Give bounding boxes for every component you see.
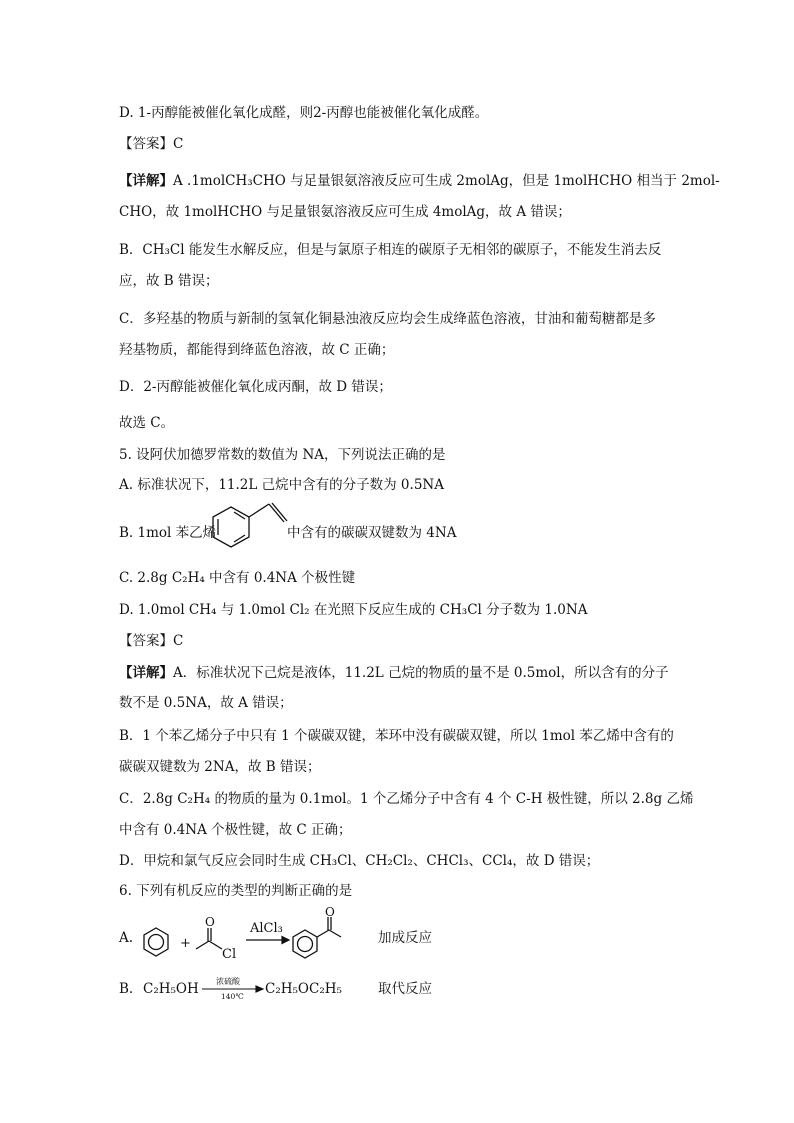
- q5-answer: [119, 632, 183, 650]
- q5-option-d: D. 1.0mol CH₄ 与 1.0mol Cl₂ 在光照下反应生成的 CH₃Cl 分子数为 1.0NA: [119, 602, 588, 618]
- q6-option-b-product: C₂H₅OC₂H₅: [265, 981, 342, 997]
- answer-bracket: 【答案】: [119, 633, 173, 649]
- q4-detail-b-line1: B．CH₃Cl 能发生水解反应，但是与氯原子相连的碳原子无相邻的碳原子，不能发生消去反: [119, 242, 662, 258]
- q6-option-a-type: 加成反应: [378, 930, 432, 946]
- oxygen-label: O: [205, 915, 215, 929]
- q5-option-b-prefix: B. 1mol 苯乙烯: [119, 525, 217, 541]
- q5-detail-a-line1: 【详解】A．标准状况下己烷是液体，11.2L 己烷的物质的量不是 0.5mol，所以含有的分子: [119, 665, 669, 681]
- q4-detail-b-line2: 应，故 B 错误；: [119, 273, 219, 289]
- vinyl-group: [249, 503, 287, 522]
- q5-detail-a-line2: 数不是 0.5NA，故 A 错误；: [119, 695, 293, 711]
- answer-value: C: [173, 633, 184, 649]
- q6-option-b-label: B.: [119, 981, 134, 997]
- answer-bracket: 【答案】: [119, 136, 173, 152]
- q6-option-a-label: A.: [119, 930, 134, 946]
- plus-sign: +: [180, 936, 191, 951]
- q4-option-d: D. 1-丙醇能被催化氧化成醛，则2-丙醇也能被催化氧化成醛。: [119, 105, 489, 121]
- answer-value: C: [173, 136, 184, 152]
- styrene-structure: [212, 500, 288, 558]
- q6-option-b-arrow: [200, 974, 266, 1004]
- detail-label: 【详解】: [119, 665, 173, 681]
- q6-option-b-type: 取代反应: [378, 981, 432, 997]
- styrene-ring: [213, 507, 249, 547]
- q5-detail-b-line1: B．1 个苯乙烯分子中只有 1 个碳碳双键，苯环中没有碳碳双键，所以 1mol 苯乙烯中含有的: [119, 728, 674, 744]
- product-oxygen-label: O: [325, 906, 335, 919]
- benzene-reactant: [144, 928, 168, 956]
- q6-option-a-scheme: [138, 906, 378, 972]
- q5-option-a: A. 标准状况下，11.2L 己烷中含有的分子数为 0.5NA: [119, 477, 444, 493]
- q4-detail-d: D．2-丙醇能被催化氧化成丙酮，故 D 错误；: [119, 379, 392, 395]
- condition-bottom: 140℃: [221, 992, 244, 1001]
- acetophenone-product: [293, 917, 341, 958]
- q5-detail-b-line2: 碳碳双键数为 2NA，故 B 错误；: [119, 759, 321, 775]
- condition-top: 浓硫酸: [216, 977, 240, 986]
- detail-label: 【详解】: [119, 173, 173, 189]
- q5-option-b-suffix: 中含有的碳碳双键数为 4NA: [287, 525, 457, 541]
- q4-detail-a-line1: 【详解】A .1molCH₃CHO 与足量银氨溶液反应可生成 2molAg，但是 1molHCHO 相当于 2mol-: [119, 173, 720, 189]
- q4-conclusion: 故选 C。: [119, 415, 175, 431]
- q6-option-b-reactant: C₂H₅OH: [143, 981, 199, 997]
- q4-detail-c-line1: C．多羟基的物质与新制的氢氧化铜悬浊液反应均会生成绛蓝色溶液，甘油和葡萄糖都是多: [119, 311, 656, 327]
- q5-option-c: C. 2.8g C₂H₄ 中含有 0.4NA 个极性键: [119, 570, 356, 586]
- q5-detail-c-line2: 中含有 0.4NA 个极性键，故 C 正确；: [119, 822, 352, 838]
- q4-answer: [119, 135, 183, 153]
- acetyl-chloride: [196, 928, 222, 949]
- q6-stem: 6. 下列有机反应的类型的判断正确的是: [119, 883, 353, 899]
- q4-detail-a-line2: CHO，故 1molHCHO 与足量银氨溶液反应可生成 4molAg，故 A 错误；: [119, 204, 571, 220]
- reaction-arrow-icon: [246, 937, 289, 944]
- q4-detail-c-line2: 羟基物质，都能得到绛蓝色溶液，故 C 正确；: [119, 342, 395, 358]
- q5-detail-c-line1: C．2.8g C₂H₄ 的物质的量为 0.1mol。1 个乙烯分子中含有 4 个 C-H 极性键，所以 2.8g 乙烯: [119, 791, 694, 807]
- q5-stem: 5. 设阿伏加德罗常数的数值为 NA，下列说法正确的是: [119, 447, 446, 463]
- chlorine-label: Cl: [222, 947, 237, 962]
- catalyst-label: AlCl₃: [250, 921, 283, 936]
- q5-detail-d: D．甲烷和氯气反应会同时生成 CH₃Cl、CH₂Cl₂、CHCl₃、CCl₄，故 D 错误；: [119, 853, 600, 869]
